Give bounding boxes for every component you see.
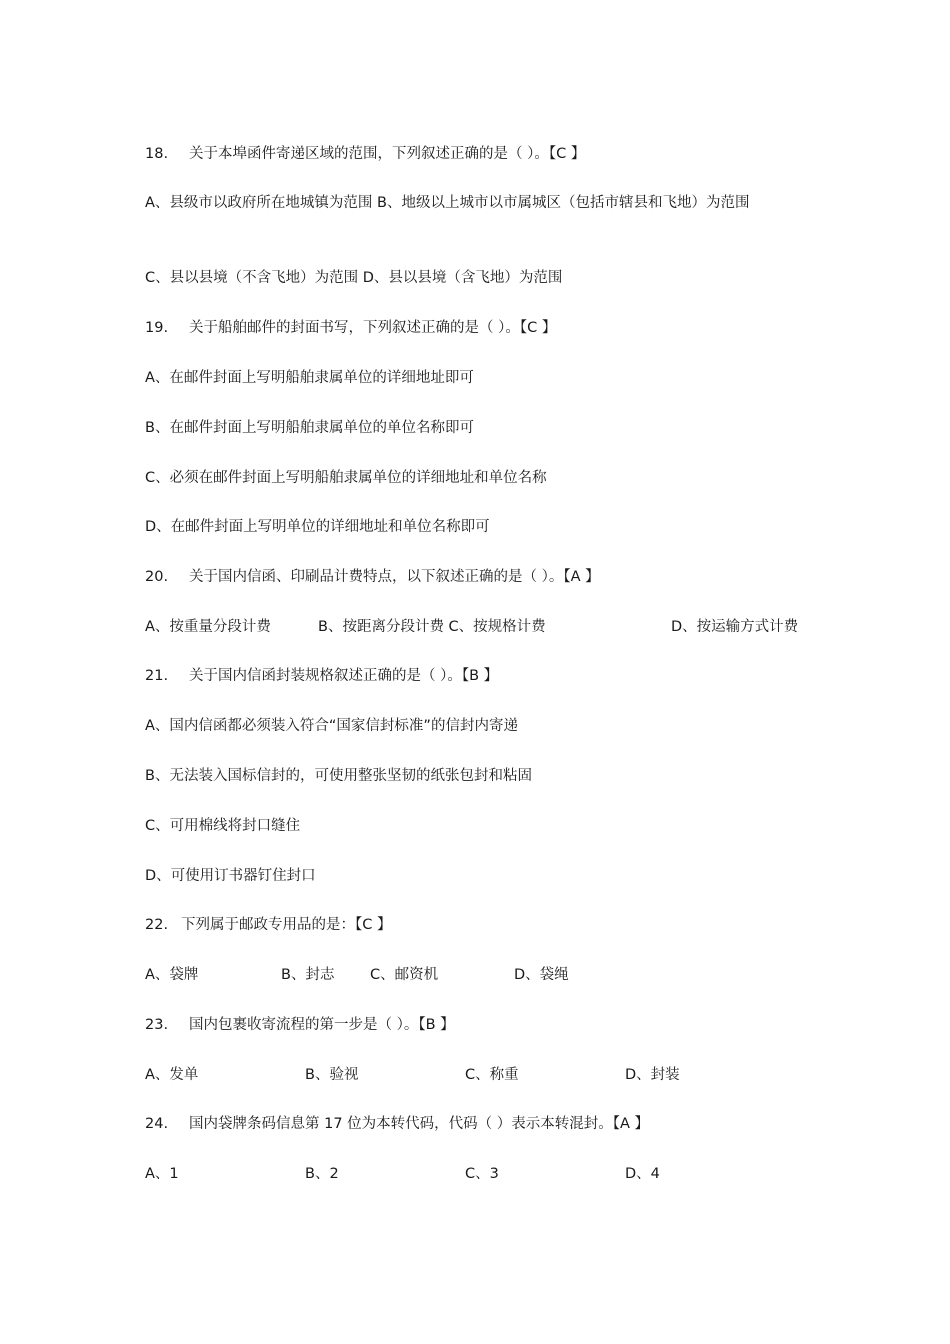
option-a: A、发单 [145,1067,199,1083]
option-b: B、在邮件封面上写明船舶隶属单位的单位名称即可 [145,420,474,436]
question-22 [145,915,391,935]
question-number: 20. [145,569,169,585]
question-20 [145,567,600,587]
option-b: B、验视 [305,1067,359,1083]
question-text: 关于国内信函、印刷品计费特点，以下叙述正确的是（ ）。【A 】 [189,569,600,585]
option-a: A、袋牌 [145,967,199,983]
option-c: C、3 [465,1166,499,1182]
option-d: D、袋绳 [514,967,569,983]
question-23 [145,1015,455,1035]
option-a-b: A、县级市以政府所在地城镇为范围 B、地级以上城市以市属城区（包括市辖县和飞地）为范围 [145,195,750,211]
option-c: C、必须在邮件封面上写明船舶隶属单位的详细地址和单位名称 [145,470,547,486]
question-text: 关于本埠函件寄递区域的范围，下列叙述正确的是（ ）。【C 】 [189,146,586,162]
option-a: A、1 [145,1166,179,1182]
question-number: 18. [145,146,169,162]
option-b: B、无法装入国标信封的，可使用整张坚韧的纸张包封和粘固 [145,768,532,784]
question-text: 下列属于邮政专用品的是：【C 】 [181,917,392,933]
question-number: 19. [145,320,169,336]
option-d: D、按运输方式计费 [671,619,799,635]
option-b: B、封志 [281,967,335,983]
option-a: A、国内信函都必须装入符合“国家信封标准”的信封内寄递 [145,718,518,734]
question-number: 21. [145,668,169,684]
option-c-d: C、县以县境（不含飞地）为范围 D、县以县境（含飞地）为范围 [145,270,563,286]
question-21 [145,666,498,686]
question-18 [145,144,585,164]
option-c: C、可用棉线将封口缝住 [145,818,301,834]
option-c: C、称重 [465,1067,519,1083]
option-d: D、可使用订书器钉住封口 [145,868,316,884]
option-c: C、邮资机 [370,967,439,983]
question-24 [145,1114,649,1134]
question-text: 关于国内信函封装规格叙述正确的是（ ）。【B 】 [189,668,499,684]
question-number: 24. [145,1116,169,1132]
option-b-c: B、按距离分段计费 C、按规格计费 [318,619,546,635]
option-d: D、4 [625,1166,660,1182]
question-number: 23. [145,1017,169,1033]
option-a: A、按重量分段计费 [145,619,271,635]
option-b: B、2 [305,1166,339,1182]
question-text: 关于船舶邮件的封面书写，下列叙述正确的是（ ）。【C 】 [189,320,557,336]
question-19 [145,318,556,338]
option-d: D、封装 [625,1067,680,1083]
question-number: 22. [145,917,169,933]
option-a: A、在邮件封面上写明船舶隶属单位的详细地址即可 [145,370,474,386]
question-text: 国内包裹收寄流程的第一步是（ ）。【B 】 [189,1017,455,1033]
question-text: 国内袋牌条码信息第 17 位为本转代码，代码（ ）表示本转混封。【A 】 [189,1116,650,1132]
option-d: D、在邮件封面上写明单位的详细地址和单位名称即可 [145,519,490,535]
